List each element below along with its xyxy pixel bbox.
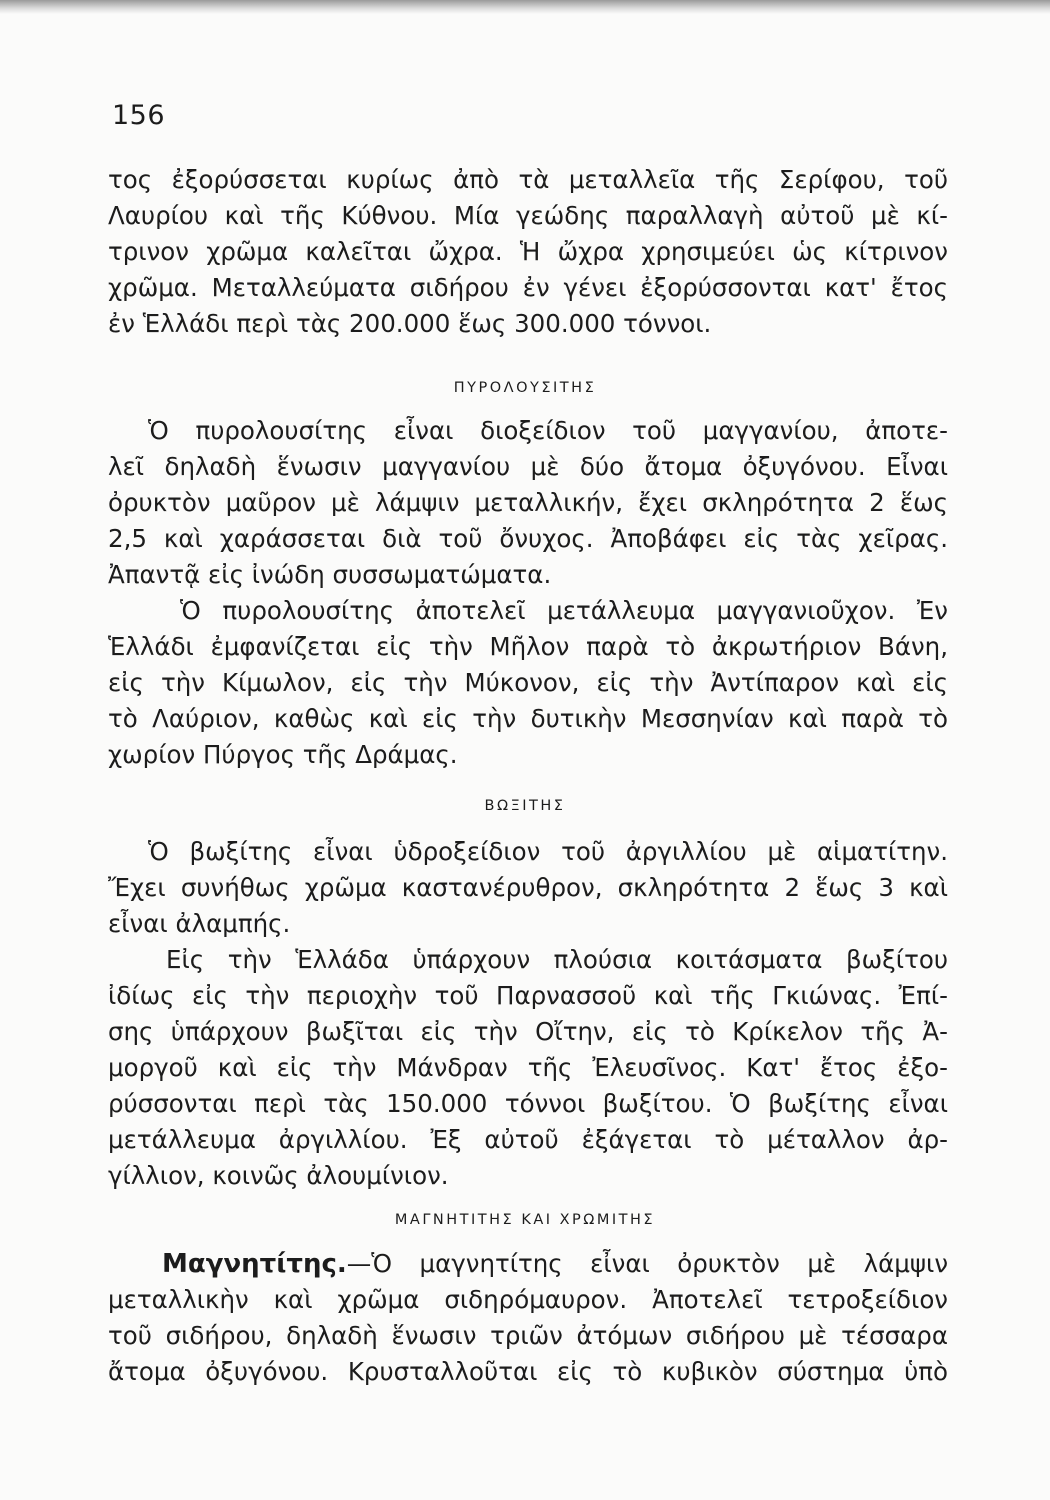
text-line: λεῖ δηλαδὴ ἕνωσιν μαγγανίου μὲ δύο ἄτομα ὀξυγόνου. Εἶναι — [108, 452, 948, 481]
text-line: μεταλλικὴν καὶ χρῶμα σιδηρόμαυρον. Ἀποτελεῖ τετροξείδιον — [108, 1285, 948, 1314]
text-line: χρῶμα. Μεταλλεύματα σιδήρου ἐν γένει ἐξορύσσονται κατ' ἔτος — [108, 273, 948, 302]
text-line: τὸ Λαύριον, καθὼς καὶ εἰς τὴν δυτικὴν Μεσσηνίαν καὶ παρὰ τὸ — [108, 704, 948, 733]
intro-paragraph — [108, 162, 948, 342]
section-heading-pyrolusite: ΠΥΡΟΛΟΥΣΙΤΗΣ — [453, 380, 597, 396]
text-line: 2,5 καὶ χαράσσεται διὰ τοῦ ὄνυχος. Ἀποβάφει εἰς τὰς χεῖρας. — [108, 524, 948, 553]
text-line: Εἰς τὴν Ἑλλάδα ὑπάρχουν πλούσια κοιτάσματα βωξίτου — [166, 945, 948, 974]
pyrolusite-paragraph — [108, 413, 948, 773]
term-magnetite: Μαγνητίτης. — [162, 1249, 347, 1279]
text-line: Ὁ πυρολουσίτης ἀποτελεῖ μετάλλευμα μαγγανιοῦχον. Ἐν — [180, 596, 948, 625]
text-line: Λαυρίου καὶ τῆς Κύθνου. Μία γεώδης παραλλαγὴ αὐτοῦ μὲ κί- — [108, 201, 948, 230]
bauxite-paragraph — [108, 834, 948, 1194]
text-line: ἰδίως εἰς τὴν περιοχὴν τοῦ Παρνασσοῦ καὶ τῆς Γκιώνας. Ἐπί- — [108, 981, 948, 1010]
text-line: μοργοῦ καὶ εἰς τὴν Μάνδραν τῆς Ἐλευσῖνος. Κατ' ἔτος ἐξο- — [108, 1053, 948, 1082]
text-line: Ἀπαντᾷ εἰς ἰνώδη συσσωματώματα. — [108, 560, 552, 589]
text-line: μετάλλευμα ἀργιλλίου. Ἐξ αὐτοῦ ἐξάγεται τὸ μέταλλον ἀρ- — [108, 1125, 948, 1154]
text-span: —Ὁ μαγνητίτης εἶναι ὀρυκτὸν μὲ λάμψιν — [346, 1249, 948, 1278]
text-line: ὀρυκτὸν μαῦρον μὲ λάμψιν μεταλλικήν, ἔχει σκληρότητα 2 ἕως — [108, 488, 948, 517]
text-line: ρύσσονται περὶ τὰς 150.000 τόννοι βωξίτου. Ὁ βωξίτης εἶναι — [108, 1089, 948, 1118]
text-line: σης ὑπάρχουν βωξῖται εἰς τὴν Οἴτην, εἰς τὸ Κρίκελον τῆς Ἀ- — [108, 1017, 948, 1046]
page-number: 156 — [112, 100, 166, 131]
text-line: χωρίον Πύργος τῆς Δράμας. — [108, 740, 458, 769]
section-heading-magnetite: ΜΑΓΝΗΤΙΤΗΣ ΚΑΙ ΧΡΩΜΙΤΗΣ — [394, 1212, 656, 1228]
text-line: Ἔχει συνήθως χρῶμα καστανέρυθρον, σκληρότητα 2 ἕως 3 καὶ — [108, 873, 948, 902]
scan-edge — [0, 0, 1050, 14]
magnetite-paragraph — [108, 1246, 948, 1390]
text-line: ἐν Ἑλλάδι περὶ τὰς 200.000 ἕως 300.000 τόννοι. — [108, 309, 712, 338]
text-line: τος ἐξορύσσεται κυρίως ἀπὸ τὰ μεταλλεῖα τῆς Σερίφου, τοῦ — [108, 165, 948, 194]
text-line: εἶναι ἀλαμπής. — [108, 909, 291, 938]
text-line: Ὁ βωξίτης εἶναι ὑδροξείδιον τοῦ ἀργιλλίου μὲ αἱματίτην. — [148, 837, 948, 866]
text-line: Ἑλλάδι ἐμφανίζεται εἰς τὴν Μῆλον παρὰ τὸ ἀκρωτήριον Βάνη, — [108, 632, 948, 661]
text-line: τρινον χρῶμα καλεῖται ὤχρα. Ἡ ὤχρα χρησιμεύει ὡς κίτρινον — [108, 237, 948, 266]
section-heading-bauxite: ΒΩΞΙΤΗΣ — [484, 798, 566, 814]
text-line: εἰς τὴν Κίμωλον, εἰς τὴν Μύκονον, εἰς τὴν Ἀντίπαρον καὶ εἰς — [108, 668, 948, 697]
text-line: Ὁ πυρολουσίτης εἶναι διοξείδιον τοῦ μαγγανίου, ἀποτε- — [148, 416, 948, 445]
text-line — [108, 1246, 948, 1282]
text-line: τοῦ σιδήρου, δηλαδὴ ἕνωσιν τριῶν ἀτόμων σιδήρου μὲ τέσσαρα — [108, 1321, 948, 1350]
text-line: ἄτομα ὀξυγόνου. Κρυσταλλοῦται εἰς τὸ κυβικὸν σύστημα ὑπὸ — [108, 1357, 948, 1386]
text-line: γίλλιον, κοινῶς ἀλουμίνιον. — [108, 1161, 449, 1190]
